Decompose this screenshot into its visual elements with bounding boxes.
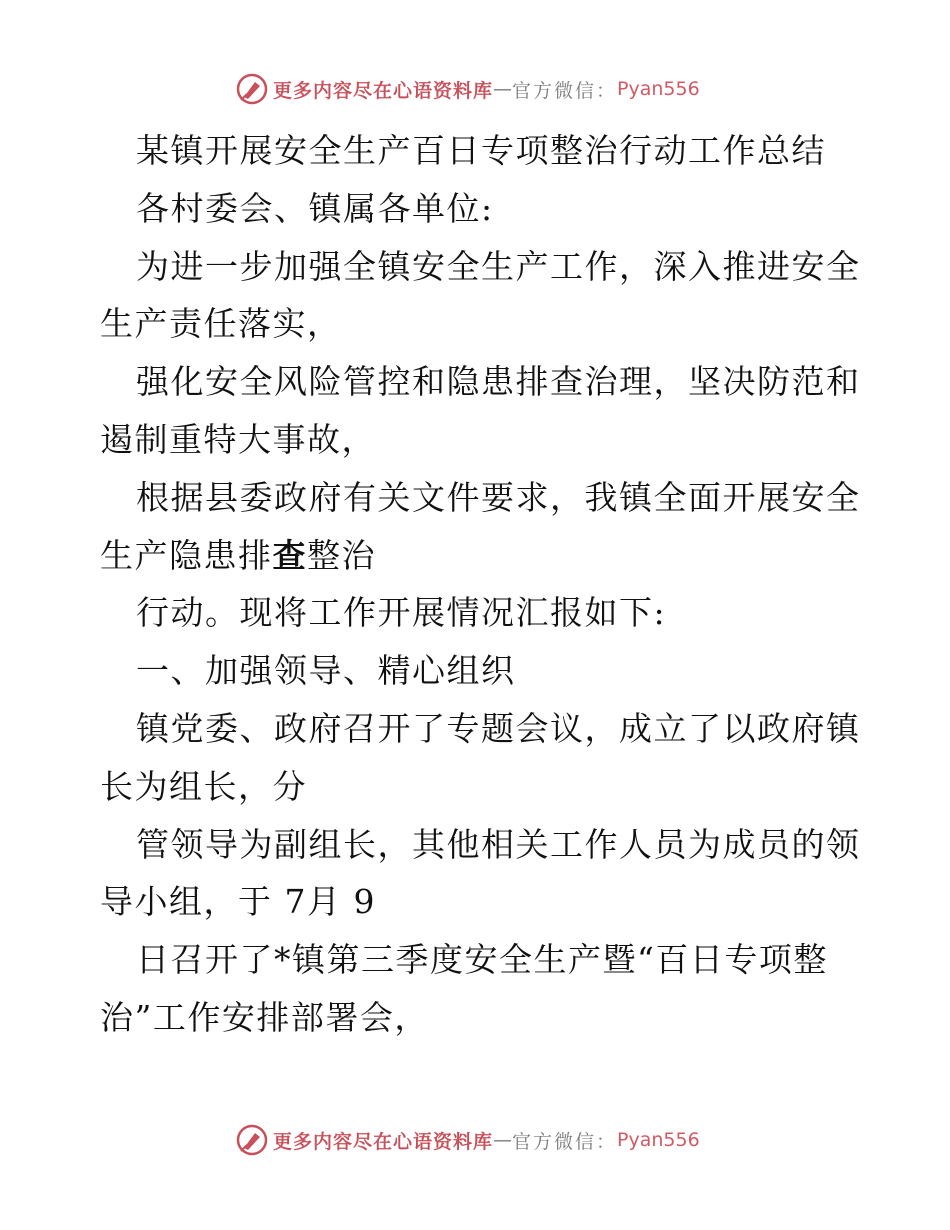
paragraph-line xyxy=(100,527,860,585)
paragraph-line: 日召开了*镇第三季度安全生产暨“百日专项整 xyxy=(136,940,828,980)
paragraph-line: 导小组，于 7月 9 xyxy=(100,882,376,922)
salutation: 各村委会、镇属各单位: xyxy=(136,188,494,228)
header-watermark xyxy=(235,72,700,106)
watermark-wechat-id: Pyan556 xyxy=(617,78,700,100)
paragraph-line: 生产责任落实， xyxy=(100,304,342,344)
paragraph-line: 长为组长，分 xyxy=(100,766,307,806)
paragraph-line: 镇党委、政府召开了专题会议，成立了以政府镇 xyxy=(136,708,861,748)
paragraph-line: 遏制重特大事故， xyxy=(100,419,376,459)
paragraph-line: 强化安全风险管控和隐患排查治理，坚决防范和 xyxy=(136,362,861,402)
document-body xyxy=(100,122,860,1047)
paragraph-line: 管领导为副组长，其他相关工作人员为成员的领 xyxy=(136,824,861,864)
pen-nib-circle-icon xyxy=(235,72,269,106)
watermark-label: 官方微信： xyxy=(512,1130,618,1153)
paragraph-line: 治”工作安排部署会， xyxy=(100,997,429,1037)
footer-watermark xyxy=(235,1123,700,1157)
section-heading: 一、加强领导、精心组织 xyxy=(136,651,516,691)
text-segment-emphasis: 查 xyxy=(272,535,307,575)
watermark-brand: 更多内容尽在心语资料库 xyxy=(273,79,494,102)
watermark-brand: 更多内容尽在心语资料库 xyxy=(273,1130,494,1153)
pen-nib-circle-icon xyxy=(235,1123,269,1157)
watermark-wechat-id: Pyan556 xyxy=(617,1129,700,1151)
watermark-separator: — xyxy=(493,78,513,100)
text-segment: 整治 xyxy=(307,535,376,575)
paragraph-line: 为进一步加强全镇安全生产工作，深入推进安全 xyxy=(136,246,861,286)
paragraph-line: 行动。现将工作开展情况汇报如下: xyxy=(136,593,667,633)
watermark-separator: — xyxy=(493,1129,513,1151)
watermark-label: 官方微信： xyxy=(512,79,618,102)
text-segment: 生产隐患排 xyxy=(100,535,273,575)
paragraph-line: 根据县委政府有关文件要求，我镇全面开展安全 xyxy=(136,477,861,517)
document-title: 某镇开展安全生产百日专项整治行动工作总结 xyxy=(136,131,826,170)
